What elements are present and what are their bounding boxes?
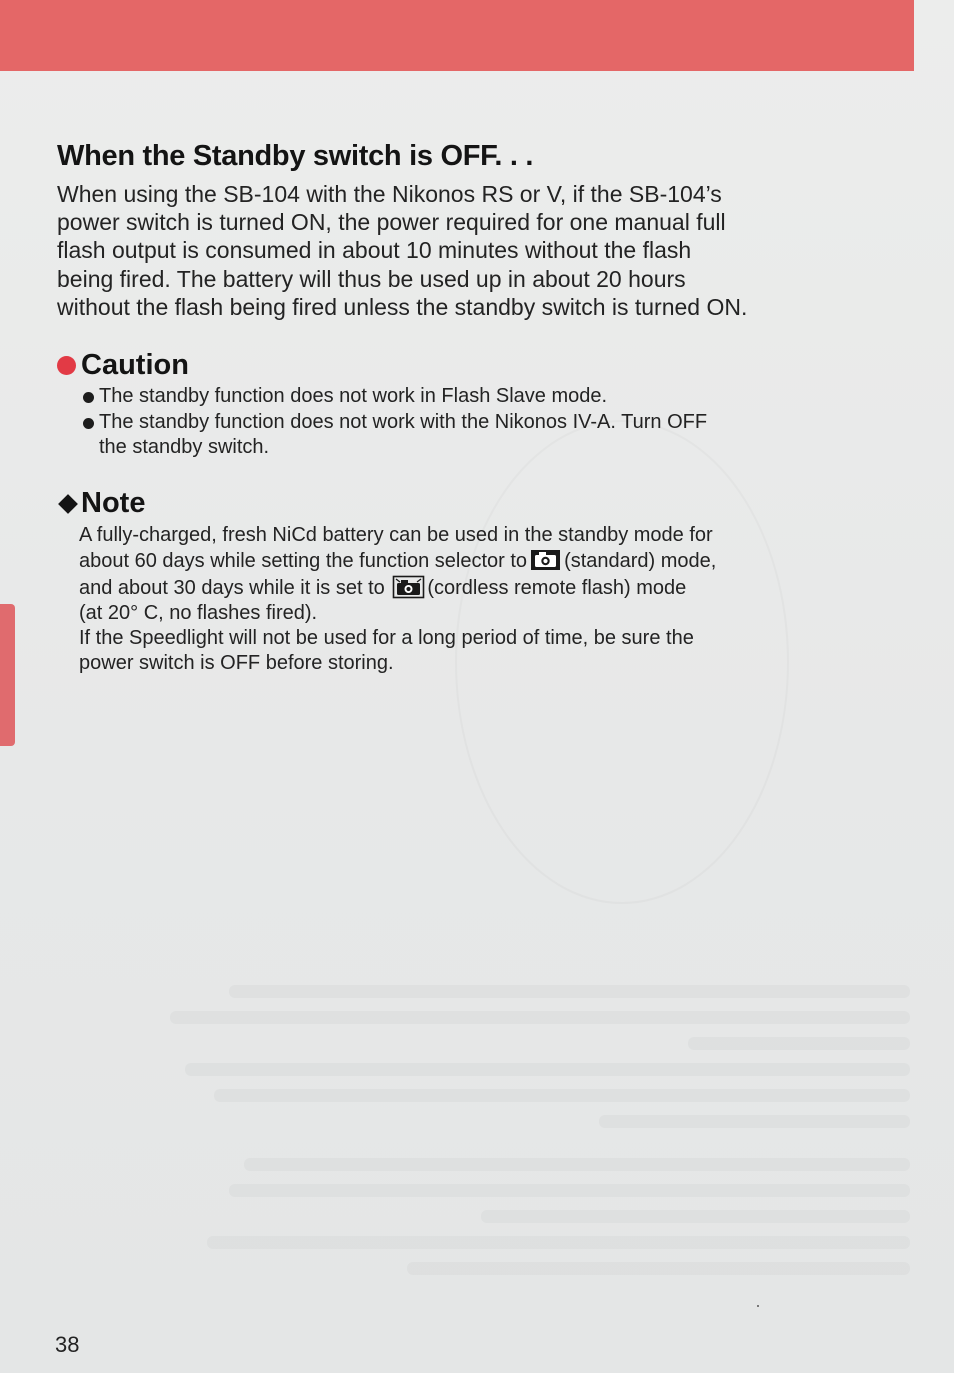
standby-off-paragraph bbox=[57, 180, 817, 321]
bullet-dot-icon bbox=[83, 418, 94, 429]
caution-item-line: The standby function does not work with the Nikonos IV-A. Turn OFF bbox=[99, 410, 708, 433]
note-paragraph bbox=[79, 523, 799, 677]
caution-item bbox=[80, 384, 780, 410]
paper-speck bbox=[757, 1305, 759, 1307]
camera-cordless-remote-icon bbox=[392, 575, 425, 599]
caution-item-line: the standby switch. bbox=[99, 436, 270, 458]
bullet-dot-icon bbox=[83, 392, 94, 403]
standby-off-title: When the Standby switch is OFF. . . bbox=[57, 140, 534, 172]
red-dot-bullet-icon bbox=[57, 356, 76, 375]
paragraph-line: being fired. The battery will thus be used up in about 20 hours bbox=[57, 265, 686, 292]
note-line: A fully-charged, fresh NiCd battery can be used in the standby mode for bbox=[79, 524, 713, 546]
diamond-bullet-icon bbox=[58, 494, 78, 514]
caution-heading-text: Caution bbox=[81, 349, 189, 381]
caution-list bbox=[80, 384, 780, 461]
caution-item bbox=[80, 410, 780, 461]
note-line: about 60 days while setting the function selector to bbox=[79, 550, 528, 573]
paragraph-line: without the flash being fired unless the standby switch is turned ON. bbox=[57, 293, 748, 320]
note-line: (cordless remote flash) mode bbox=[427, 576, 687, 599]
paragraph-line: power switch is turned ON, the power required for one manual full bbox=[57, 209, 726, 236]
note-heading bbox=[57, 487, 145, 520]
header-color-band bbox=[0, 0, 914, 71]
note-line: power switch is OFF before storing. bbox=[79, 652, 394, 675]
note-line: (at 20° C, no flashes fired). bbox=[79, 601, 318, 624]
section-edge-tab bbox=[0, 604, 15, 746]
caution-item-line: The standby function does not work in Flash Slave mode. bbox=[99, 385, 608, 407]
page-number: 38 bbox=[55, 1332, 80, 1357]
paragraph-line: When using the SB-104 with the Nikonos RS or V, if the SB-104’s bbox=[57, 181, 722, 207]
caution-heading bbox=[57, 349, 189, 382]
note-line: If the Speedlight will not be used for a long period of time, be sure the bbox=[79, 627, 694, 650]
note-line: and about 30 days while it is set to bbox=[79, 576, 385, 599]
show-through-text bbox=[170, 985, 910, 1288]
paragraph-line: flash output is consumed in about 10 minutes without the flash bbox=[57, 237, 692, 264]
camera-standard-mode-icon bbox=[529, 548, 562, 572]
note-line: (standard) mode, bbox=[564, 550, 717, 573]
note-heading-text: Note bbox=[81, 487, 146, 519]
